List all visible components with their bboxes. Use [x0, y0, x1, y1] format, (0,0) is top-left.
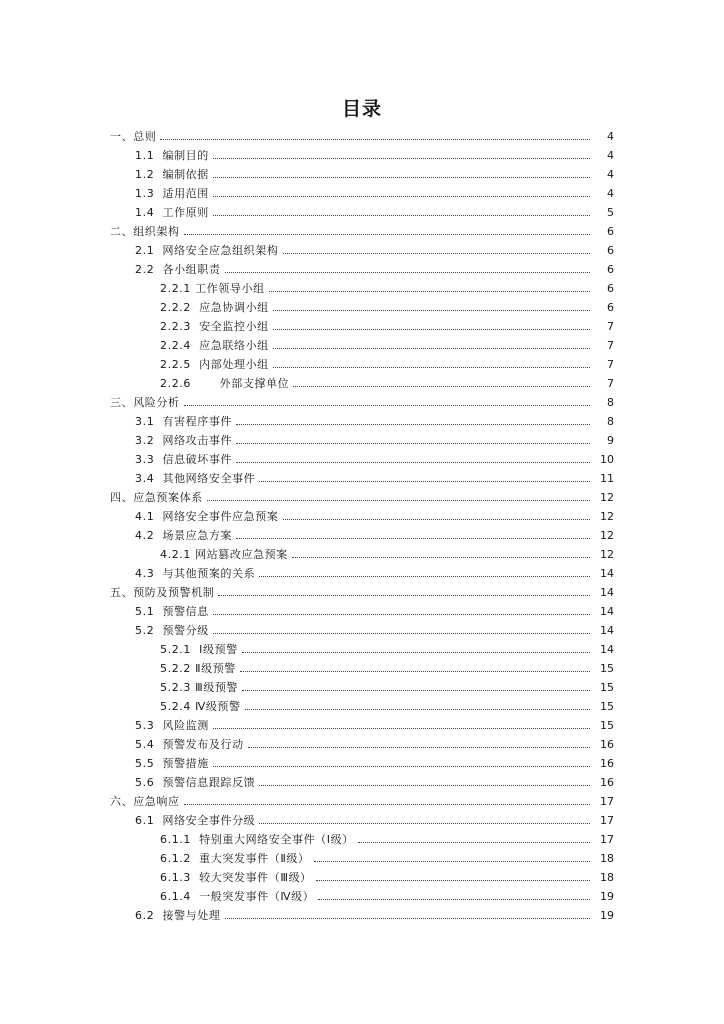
- dot-leader: [160, 139, 590, 140]
- dot-leader: [283, 253, 591, 254]
- toc-entry-text: 5.2.1 Ⅰ级预警: [160, 643, 238, 656]
- toc-entry-page-number: 6: [607, 301, 614, 314]
- toc-entry-text: 2.2 各小组职责: [135, 263, 221, 276]
- dot-leader: [213, 196, 590, 197]
- toc-entry-page-number: 7: [607, 339, 614, 352]
- toc-entry-text: 2.1 网络安全应急组织架构: [135, 244, 279, 257]
- dot-leader: [236, 538, 590, 539]
- dot-leader: [314, 861, 590, 862]
- dot-leader: [283, 519, 591, 520]
- toc-entry[interactable]: [0, 391, 724, 410]
- toc-entry-page-number: 16: [600, 776, 614, 789]
- toc-entry[interactable]: [0, 372, 724, 391]
- toc-entry[interactable]: [0, 657, 724, 676]
- toc-entry-page-number: 11: [600, 472, 614, 485]
- toc-list: [0, 125, 724, 923]
- toc-entry-page-number: 18: [600, 871, 614, 884]
- toc-entry-page-number: 6: [607, 282, 614, 295]
- toc-entry-text: 四、应急预案体系: [110, 491, 203, 504]
- toc-entry-text: 6.1.3 较大突发事件（Ⅲ级）: [160, 871, 312, 884]
- dot-leader: [273, 348, 590, 349]
- toc-entry-text: 1.3 适用范围: [135, 187, 209, 200]
- dot-leader: [207, 500, 590, 501]
- toc-entry[interactable]: [0, 296, 724, 315]
- dot-leader: [293, 386, 590, 387]
- dot-leader: [269, 291, 590, 292]
- toc-entry-page-number: 14: [600, 624, 614, 637]
- dot-leader: [242, 652, 590, 653]
- toc-entry-page-number: 19: [600, 890, 614, 903]
- toc-entry-page-number: 5: [607, 206, 614, 219]
- toc-entry-page-number: 4: [607, 187, 614, 200]
- toc-entry[interactable]: [0, 771, 724, 790]
- toc-entry-text: 2.2.4 应急联络小组: [160, 339, 269, 352]
- toc-entry-text: 一、总则: [110, 130, 157, 143]
- toc-entry-page-number: 15: [600, 719, 614, 732]
- dot-leader: [218, 595, 590, 596]
- dot-leader: [236, 424, 590, 425]
- toc-entry-page-number: 15: [600, 662, 614, 675]
- dot-leader: [213, 728, 590, 729]
- dot-leader: [292, 557, 590, 558]
- toc-entry-text: 6.1.4 一般突发事件（Ⅳ级）: [160, 890, 315, 903]
- toc-entry-text: 4.2 场景应急方案: [135, 529, 233, 542]
- toc-entry[interactable]: [0, 733, 724, 752]
- toc-entry-page-number: 16: [600, 757, 614, 770]
- toc-entry[interactable]: [0, 904, 724, 923]
- toc-entry[interactable]: [0, 809, 724, 828]
- toc-entry[interactable]: [0, 353, 724, 372]
- toc-title: 目录: [341, 98, 382, 120]
- toc-entry[interactable]: [0, 885, 724, 904]
- toc-entry-page-number: 12: [600, 491, 614, 504]
- dot-leader: [236, 462, 590, 463]
- toc-entry-text: 1.4 工作原则: [135, 206, 209, 219]
- dot-leader: [225, 918, 591, 919]
- toc-entry-page-number: 17: [600, 833, 614, 846]
- toc-entry-page-number: 14: [600, 567, 614, 580]
- toc-entry-text: 五、预防及预警机制: [110, 586, 215, 599]
- toc-entry-text: 6.2 接警与处理: [135, 909, 221, 922]
- toc-entry-text: 三、风险分析: [110, 396, 180, 409]
- toc-entry[interactable]: [0, 524, 724, 543]
- dot-leader: [236, 443, 590, 444]
- toc-entry[interactable]: [0, 429, 724, 448]
- dot-leader: [225, 272, 591, 273]
- toc-entry[interactable]: [0, 125, 724, 144]
- toc-entry-page-number: 6: [607, 244, 614, 257]
- toc-entry[interactable]: [0, 182, 724, 201]
- toc-entry[interactable]: [0, 467, 724, 486]
- toc-entry[interactable]: [0, 201, 724, 220]
- dot-leader: [259, 785, 590, 786]
- toc-entry[interactable]: [0, 714, 724, 733]
- dot-leader: [259, 576, 590, 577]
- toc-entry-text: 5.4 预警发布及行动: [135, 738, 244, 751]
- dot-leader: [184, 804, 590, 805]
- toc-entry-text: 3.2 网络攻击事件: [135, 434, 233, 447]
- toc-entry[interactable]: [0, 486, 724, 505]
- toc-entry-page-number: 17: [600, 814, 614, 827]
- dot-leader: [184, 405, 590, 406]
- toc-entry-text: 2.2.6 外部支撑单位: [160, 377, 290, 390]
- toc-entry-page-number: 16: [600, 738, 614, 751]
- toc-entry-page-number: 14: [600, 586, 614, 599]
- toc-entry[interactable]: [0, 866, 724, 885]
- toc-entry[interactable]: [0, 581, 724, 600]
- toc-entry-page-number: 6: [607, 263, 614, 276]
- toc-entry-page-number: 4: [607, 130, 614, 143]
- toc-entry-text: 3.3 信息破坏事件: [135, 453, 233, 466]
- toc-entry[interactable]: [0, 790, 724, 809]
- toc-entry-text: 3.1 有害程序事件: [135, 415, 233, 428]
- toc-entry-text: 6.1 网络安全事件分级: [135, 814, 256, 827]
- toc-entry-page-number: 15: [600, 700, 614, 713]
- dot-leader: [248, 747, 590, 748]
- toc-entry-text: 2.2.5 内部处理小组: [160, 358, 269, 371]
- toc-entry-page-number: 14: [600, 605, 614, 618]
- toc-entry-page-number: 12: [600, 529, 614, 542]
- toc-entry[interactable]: [0, 695, 724, 714]
- toc-entry-text: 二、组织架构: [110, 225, 180, 238]
- toc-entry[interactable]: [0, 239, 724, 258]
- toc-entry[interactable]: [0, 220, 724, 239]
- toc-entry-text: 4.3 与其他预案的关系: [135, 567, 256, 580]
- toc-entry-page-number: 12: [600, 548, 614, 561]
- toc-entry[interactable]: [0, 163, 724, 182]
- toc-entry-page-number: 4: [607, 149, 614, 162]
- dot-leader: [245, 709, 590, 710]
- toc-entry-text: 1.1 编制目的: [135, 149, 209, 162]
- toc-entry-page-number: 7: [607, 377, 614, 390]
- toc-entry-page-number: 7: [607, 320, 614, 333]
- toc-entry[interactable]: [0, 410, 724, 429]
- toc-entry-text: 2.2.1 工作领导小组: [160, 282, 265, 295]
- toc-entry-text: 6.1.1 特别重大网络安全事件（Ⅰ级）: [160, 833, 354, 846]
- toc-entry[interactable]: [0, 144, 724, 163]
- toc-entry-text: 6.1.2 重大突发事件（Ⅱ级）: [160, 852, 310, 865]
- toc-entry[interactable]: [0, 828, 724, 847]
- dot-leader: [213, 177, 590, 178]
- toc-entry[interactable]: [0, 562, 724, 581]
- toc-entry-page-number: 6: [607, 225, 614, 238]
- toc-entry-text: 5.2.2 Ⅱ级预警: [160, 662, 236, 675]
- toc-entry-text: 1.2 编制依据: [135, 168, 209, 181]
- toc-entry-text: 5.3 风险监测: [135, 719, 209, 732]
- dot-leader: [273, 367, 590, 368]
- toc-entry[interactable]: [0, 315, 724, 334]
- dot-leader: [273, 329, 590, 330]
- toc-entry[interactable]: [0, 277, 724, 296]
- dot-leader: [240, 671, 590, 672]
- dot-leader: [273, 310, 590, 311]
- toc-entry[interactable]: [0, 543, 724, 562]
- dot-leader: [316, 880, 590, 881]
- toc-entry-page-number: 8: [607, 396, 614, 409]
- toc-entry-text: 4.2.1 网站篡改应急预案: [160, 548, 288, 561]
- toc-entry-page-number: 15: [600, 681, 614, 694]
- dot-leader: [213, 633, 590, 634]
- dot-leader: [259, 823, 590, 824]
- toc-entry-text: 2.2.2 应急协调小组: [160, 301, 269, 314]
- toc-entry-text: 六、应急响应: [110, 795, 180, 808]
- toc-entry-text: 5.5 预警措施: [135, 757, 209, 770]
- dot-leader: [318, 899, 590, 900]
- toc-entry[interactable]: [0, 334, 724, 353]
- toc-entry-page-number: 7: [607, 358, 614, 371]
- toc-entry-text: 3.4 其他网络安全事件: [135, 472, 256, 485]
- toc-entry[interactable]: [0, 847, 724, 866]
- toc-entry-text: 5.2.3 Ⅲ级预警: [160, 681, 239, 694]
- toc-entry[interactable]: [0, 258, 724, 277]
- toc-entry[interactable]: [0, 638, 724, 657]
- toc-entry[interactable]: [0, 600, 724, 619]
- toc-entry[interactable]: [0, 752, 724, 771]
- toc-entry-text: 2.2.3 安全监控小组: [160, 320, 269, 333]
- toc-entry-text: 5.2.4 Ⅳ级预警: [160, 700, 241, 713]
- toc-entry-page-number: 4: [607, 168, 614, 181]
- toc-entry-page-number: 10: [600, 453, 614, 466]
- toc-entry-text: 5.2 预警分级: [135, 624, 209, 637]
- toc-entry[interactable]: [0, 619, 724, 638]
- toc-entry-page-number: 19: [600, 909, 614, 922]
- toc-entry-page-number: 9: [607, 434, 614, 447]
- toc-entry[interactable]: [0, 505, 724, 524]
- dot-leader: [259, 481, 590, 482]
- toc-entry-page-number: 12: [600, 510, 614, 523]
- toc-entry-text: 5.1 预警信息: [135, 605, 209, 618]
- dot-leader: [213, 215, 590, 216]
- toc-entry-page-number: 8: [607, 415, 614, 428]
- dot-leader: [213, 614, 590, 615]
- toc-entry-page-number: 18: [600, 852, 614, 865]
- toc-entry[interactable]: [0, 676, 724, 695]
- toc-entry-text: 4.1 网络安全事件应急预案: [135, 510, 279, 523]
- toc-entry-text: 5.6 预警信息跟踪反馈: [135, 776, 256, 789]
- toc-entry-page-number: 17: [600, 795, 614, 808]
- dot-leader: [242, 690, 590, 691]
- dot-leader: [213, 766, 590, 767]
- dot-leader: [213, 158, 590, 159]
- dot-leader: [358, 842, 590, 843]
- toc-entry[interactable]: [0, 448, 724, 467]
- toc-entry-page-number: 14: [600, 643, 614, 656]
- dot-leader: [184, 234, 590, 235]
